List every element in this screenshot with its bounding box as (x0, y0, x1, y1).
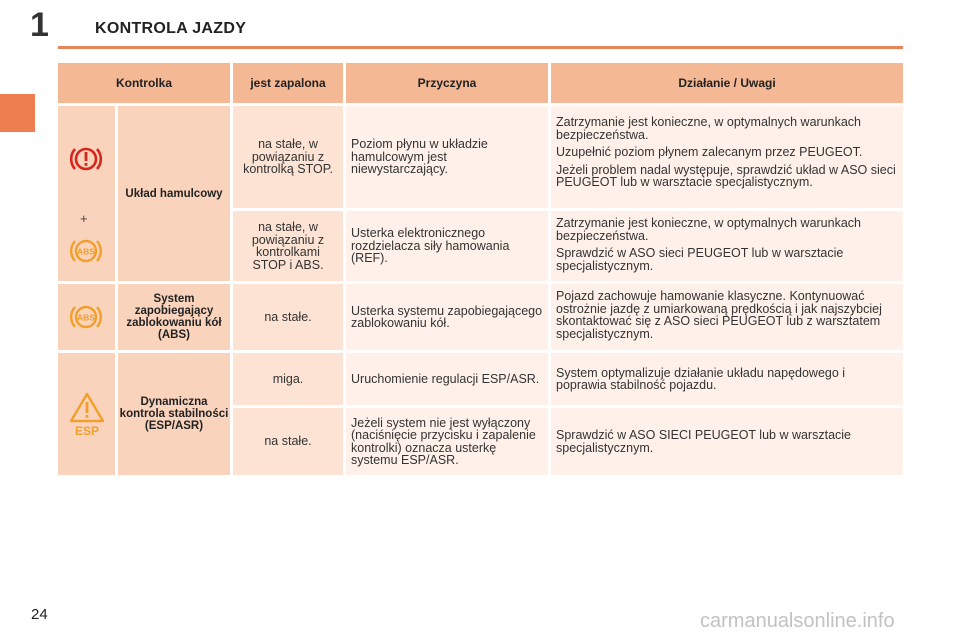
action-text: Jeżeli problem nadal występuje, sprawdzić układ w ASO sieci PEUGEOT lub w warsztacie specjalistycznym. (556, 162, 896, 189)
action-text: Sprawdzić w ASO SIECI PEUGEOT lub w warsztacie specjalistycznym. (556, 428, 852, 455)
watermark: carmanualsonline.info (700, 610, 895, 632)
svg-text:ABS: ABS (77, 246, 95, 257)
action-brake-2 (551, 211, 903, 281)
page-number: 24 (31, 606, 48, 623)
action-text: Zatrzymanie jest konieczne, w optymalnych warunkach bezpieczeństwa. (556, 115, 861, 142)
esp-warning-icon (67, 391, 107, 437)
lit-esp-2: na stałe. (233, 408, 343, 475)
abs-icon (69, 300, 103, 334)
lit-brake-1: na stałe, w powiązaniu z kontrolką STOP. (233, 106, 343, 208)
action-text: Sprawdzić w ASO sieci PEUGEOT lub w warsztacie specjalistycznym. (556, 246, 844, 273)
header-rule (58, 46, 903, 49)
svg-text:ABS: ABS (77, 312, 95, 323)
cause-esp-1: Uruchomienie regulacji ESP/ASR. (346, 353, 548, 405)
cause-brake-1: Poziom płynu w układzie hamulcowym jest niewystarczający. (346, 106, 548, 208)
lit-abs: na stałe. (233, 284, 343, 350)
action-text: Uzupełnić poziom płynem zalecanym przez PEUGEOT. (556, 145, 863, 159)
group-esp-icon-cell (58, 353, 115, 475)
action-text: Zatrzymanie jest konieczne, w optymalnych warunkach bezpieczeństwa. (556, 216, 861, 243)
column-header-action: Działanie / Uwagi (551, 63, 903, 103)
system-esp: Dynamiczna kontrola stabilności (ESP/ASR) (118, 353, 230, 475)
action-esp-2 (551, 408, 903, 475)
action-esp-1 (551, 353, 903, 405)
abs-icon (69, 234, 103, 268)
column-header-cause: Przyczyna (346, 63, 548, 103)
action-text: System optymalizuje działanie układu napędowego i poprawia stabilność pojazdu. (556, 365, 846, 392)
system-brake: Układ hamulcowy (118, 106, 230, 281)
lit-esp-1: miga. (233, 353, 343, 405)
action-abs (551, 284, 903, 350)
cause-abs: Usterka systemu zapobiegającego zablokowaniu kół. (346, 284, 548, 350)
chapter-title: KONTROLA JAZDY (95, 20, 247, 37)
column-header-lit: jest zapalona (233, 63, 343, 103)
esp-icon-label: ESP (74, 424, 100, 437)
chapter-number: 1 (30, 6, 49, 44)
action-text: Pojazd zachowuje hamowanie klasyczne. Kontynuować ostrożnie jazdę z umiarkowaną prędkością i jak najszybciej skontaktować się z ASO sieci PEUGEOT lub z warsztatem specjalistycznym. (556, 289, 882, 341)
group-abs-icon-cell (58, 284, 115, 350)
brake-warning-icon (69, 142, 103, 176)
group-brake-icon-cell (58, 106, 115, 281)
system-abs: System zapobiegający zablokowaniu kół (ABS) (118, 284, 230, 350)
lit-brake-2: na stałe, w powiązaniu z kontrolkami STOP i ABS. (233, 211, 343, 281)
icon-separator: + (80, 211, 88, 226)
action-brake-1 (551, 106, 903, 208)
cause-esp-2: Jeżeli system nie jest wyłączony (naciśnięcie przycisku i zapalenie kontrolki) oznacza usterkę systemu ESP/ASR. (346, 408, 548, 475)
cause-brake-2: Usterka elektronicznego rozdzielacza siły hamowania (REF). (346, 211, 548, 281)
chapter-tab (0, 94, 35, 132)
column-header-kontrolka: Kontrolka (58, 63, 230, 103)
